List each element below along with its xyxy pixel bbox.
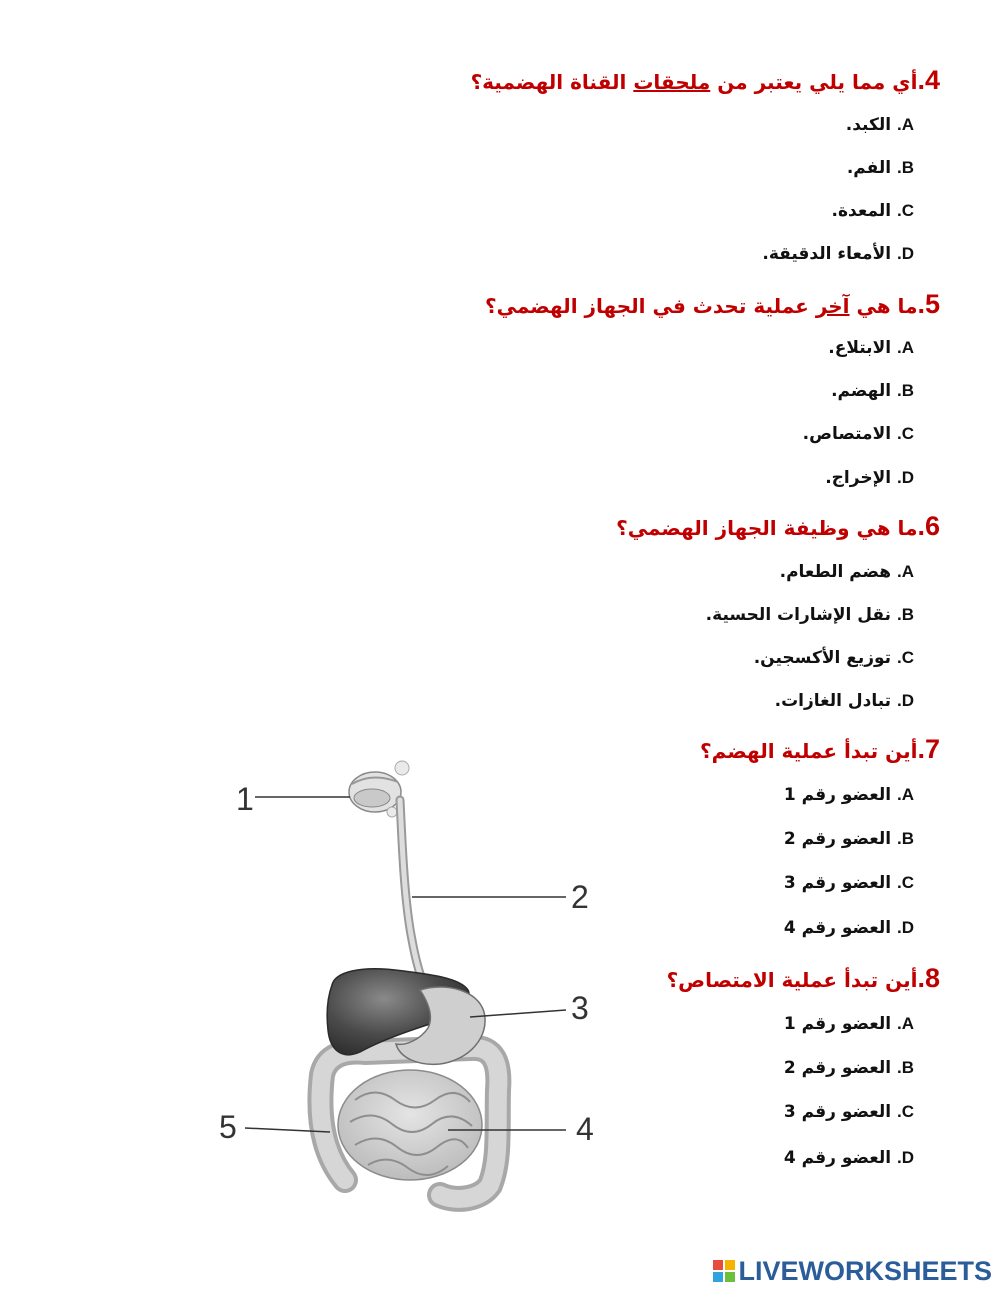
question-underlined-word: آخر (815, 294, 850, 318)
question-text: ما هي (849, 294, 918, 318)
question-text-end: عملية تحدث في الجهاز الهضمي؟ (485, 294, 816, 318)
option-8a[interactable]: A. العضو رقم 1 (783, 1014, 914, 1034)
question-6-title (616, 512, 940, 542)
diagram-label-5: 5 (219, 1109, 237, 1145)
option-7c[interactable]: C. العضو رقم 3 (783, 873, 914, 893)
digestive-system-diagram (200, 740, 620, 1220)
question-number: 6. (917, 511, 940, 541)
question-number: 7. (917, 734, 940, 764)
question-5-title (485, 290, 940, 320)
option-4a[interactable]: A. الكبد. (845, 115, 914, 135)
liveworksheets-logo (713, 1254, 992, 1288)
option-8b[interactable]: B. العضو رقم 2 (783, 1058, 914, 1078)
question-7-title (700, 735, 940, 765)
question-number: 5. (917, 289, 940, 319)
diagram-label-4: 4 (576, 1111, 594, 1147)
option-7d[interactable]: D. العضو رقم 4 (783, 918, 914, 938)
question-4-title (471, 66, 940, 96)
logo-text: LIVEWORKSHEETS (738, 1255, 992, 1286)
option-6b[interactable]: B. نقل الإشارات الحسية. (705, 605, 914, 625)
question-text-end: القناة الهضمية؟ (470, 70, 634, 94)
question-8-title (667, 964, 940, 994)
question-text: أين تبدأ عملية الامتصاص؟ (666, 968, 918, 992)
option-5d[interactable]: D. الإخراج. (825, 468, 914, 488)
question-text: أين تبدأ عملية الهضم؟ (700, 739, 918, 763)
logo-cubes-icon (713, 1260, 735, 1282)
question-number: 4. (917, 65, 940, 95)
diagram-label-3: 3 (571, 990, 589, 1026)
question-number: 8. (917, 963, 940, 993)
option-5c[interactable]: C. الامتصاص. (802, 424, 914, 444)
option-8d[interactable]: D. العضو رقم 4 (783, 1148, 914, 1168)
diagram-label-2: 2 (571, 879, 589, 915)
option-4b[interactable]: B. الفم. (846, 158, 914, 178)
question-text: ما هي وظيفة الجهاز الهضمي؟ (616, 516, 918, 540)
option-5a[interactable]: A. الابتلاع. (828, 338, 914, 358)
option-5b[interactable]: B. الهضم. (831, 381, 914, 401)
option-6c[interactable]: C. توزيع الأكسجين. (753, 648, 914, 668)
option-6d[interactable]: D. تبادل الغازات. (774, 691, 914, 711)
option-6a[interactable]: A. هضم الطعام. (779, 562, 914, 582)
option-8c[interactable]: C. العضو رقم 3 (783, 1102, 914, 1122)
small-intestine-organ (338, 1070, 482, 1180)
question-underlined-word: ملحقات (633, 70, 711, 94)
diagram-label-1: 1 (236, 781, 254, 817)
option-7a[interactable]: A. العضو رقم 1 (783, 785, 914, 805)
option-4d[interactable]: D. الأمعاء الدقيقة. (762, 244, 914, 264)
option-4c[interactable]: C. المعدة. (831, 201, 914, 221)
question-text: أي مما يلي يعتبر من (710, 70, 918, 94)
option-7b[interactable]: B. العضو رقم 2 (783, 829, 914, 849)
